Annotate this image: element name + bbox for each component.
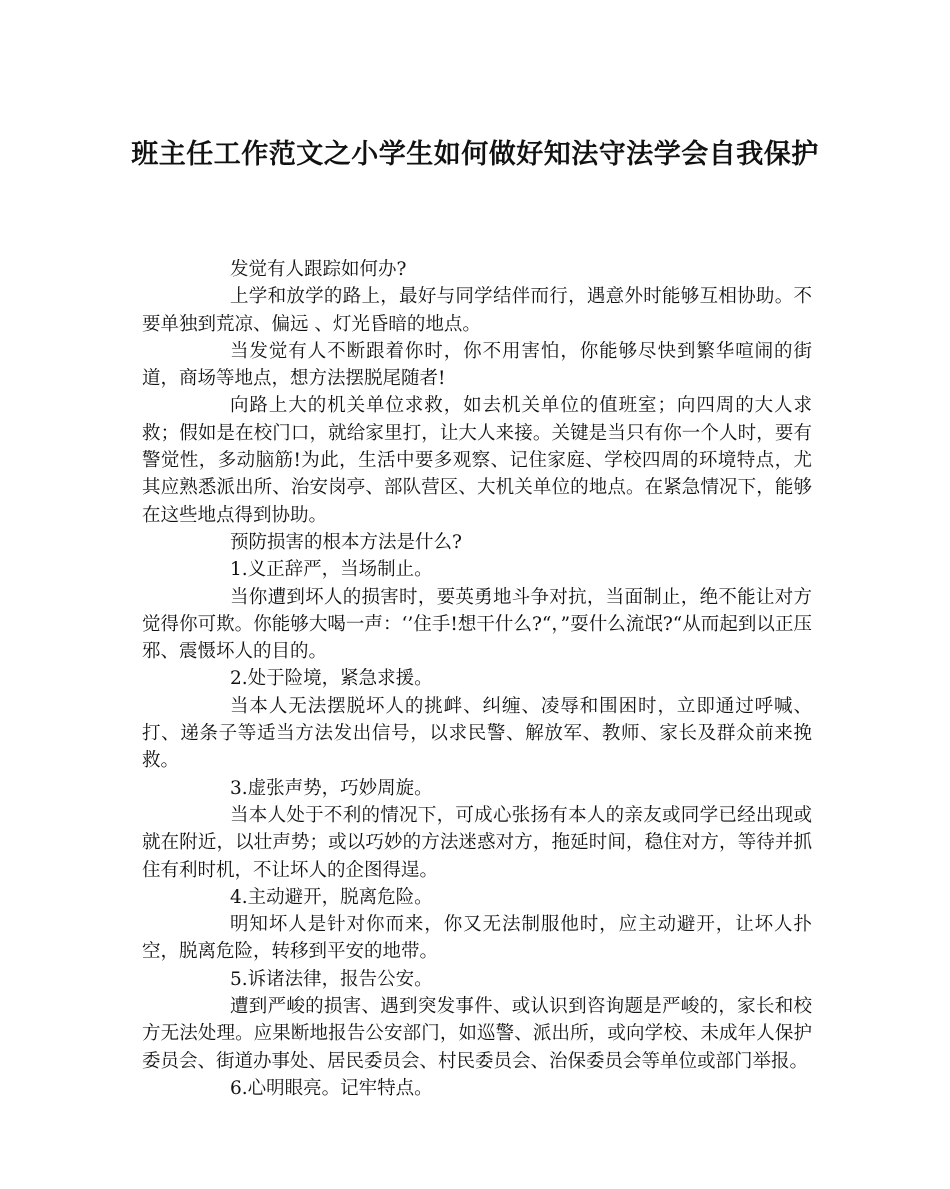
document-title: 班主任工作范文之小学生如何做好知法守法学会自我保护 (131, 139, 819, 170)
list-item-heading: 6.心明眼亮。记牢特点。 (230, 1077, 433, 1099)
paragraph: 当发觉有人不断跟着你时，你不用害怕，你能够尽快到繁华喧闹的街道，商场等地点，想方法摆脱尾随者! (142, 340, 812, 390)
list-item-heading: 4.主动避开，脱离危险。 (230, 886, 433, 908)
paragraph: 明知坏人是针对你而来，你又无法制服他时，应主动避开，让坏人扑空，脱离危险，转移到平安的地带。 (142, 914, 812, 963)
paragraph: 当本人无法摆脱坏人的挑衅、纠缠、凌辱和围困时，立即通过呼喊、打、递条子等适当方法发出信号，以求民警、解放军、教师、家长及群众前来挽救。 (142, 695, 812, 772)
paragraph: 向路上大的机关单位求救，如去机关单位的值班室；向四周的大人求救；假如是在校门口，就给家里打，让大人来接。关键是当只有你一个人时，要有警觉性，多动脑筋!为此，生活中要多观察、记住家庭、学校四周的环境特点，尤其应熟悉派出所、治安岗亭、部队营区、大机关单位的地点。在紧急情况下，能够在这些地点得到协助。 (142, 395, 812, 526)
list-item-heading: 2.处于险境，紧急求援。 (230, 668, 433, 690)
paragraph: 发觉有人跟踪如何办? (230, 259, 407, 280)
list-item-heading: 5.诉诸法律，报告公安。 (230, 968, 433, 990)
paragraph: 遭到严峻的损害、遇到突发事件、或认识到咨询题是严峻的，家长和校方无法处理。应果断地报告公安部门，如巡警、派出所，或向学校、未成年人保护委员会、街道办事处、居民委员会、村民委员会、治保委员会等单位或部门举报。 (142, 996, 812, 1072)
paragraph: 上学和放学的路上，最好与同学结伴而行，遇意外时能够互相协助。不要单独到荒凉、偏远 、灯光昏暗的地点。 (142, 286, 812, 335)
paragraph: 当你遭到坏人的损害时，要英勇地斗争对抗，当面制止，绝不能让对方觉得你可欺。你能够大喝一声：‘’住手!想干什么?“，”耍什么流氓?“从而起到以正压邪、震慑坏人的目的。 (142, 586, 812, 663)
paragraph: 当本人处于不利的情况下，可成心张扬有本人的亲友或同学已经出现或就在附近，以壮声势；或以巧妙的方法迷惑对方，拖延时间，稳住对方，等待并抓住有利时机，不让坏人的企图得逞。 (142, 804, 812, 881)
section-heading: 预防损害的根本方法是什么? (230, 531, 462, 553)
list-item-heading: 3.虚张声势，巧妙周旋。 (230, 777, 433, 799)
list-item-heading: 1.义正辞严，当场制止。 (230, 559, 433, 581)
document-body (142, 256, 812, 1102)
